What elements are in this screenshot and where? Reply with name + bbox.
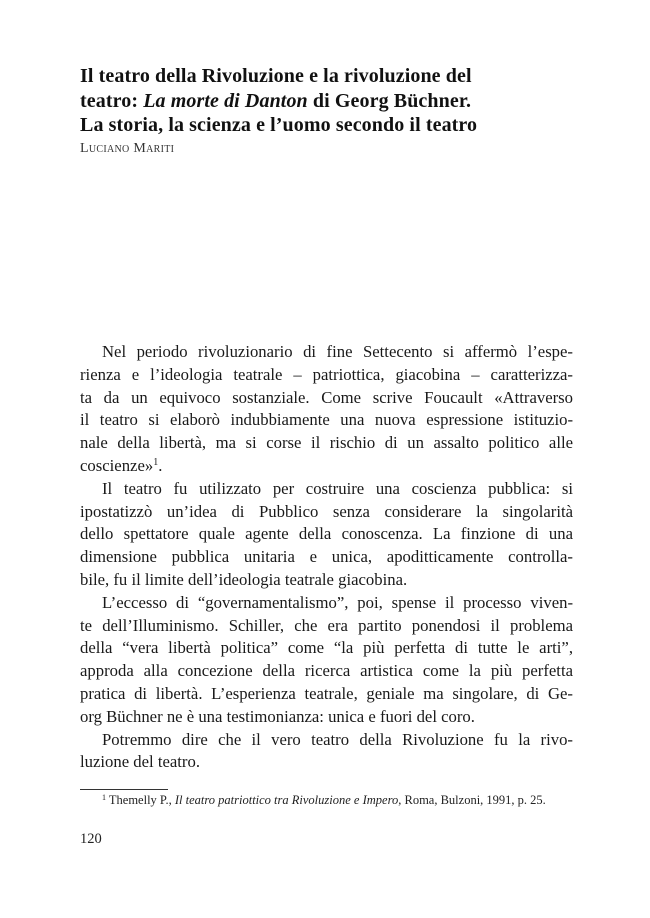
paragraph-3 (80, 592, 573, 729)
text-line: nale della libertà, ma si corse il rischio di un assalto politico alle (80, 433, 573, 453)
text-line: te dell’Illuminismo. Schiller, che era partito ponendosi il problema (80, 615, 573, 635)
text-line: il teatro si elaborò indubbiamente una nuova espressione istituzio- (80, 410, 573, 430)
text-line: coscienze»$^1$. (80, 455, 163, 475)
text-line: Il teatro fu utilizzato per costruire una coscienza pubblica: si (102, 478, 573, 498)
text-line: rienza e l’ideologia teatrale – patriottica, giacobina – caratterizza- (80, 364, 573, 384)
footnote-divider (80, 789, 168, 790)
text-line: pratica di libertà. L’esperienza teatrale, geniale ma singolare, di Ge- (80, 683, 573, 703)
text-line: org Büchner ne è una testimonianza: unica e fuori del coro. (80, 706, 475, 726)
footnote-1: $^1$ Themelly P., Il teatro patriottico tra Rivoluzione e Impero, Roma, Bulzoni, 1991, p. 25. (102, 793, 546, 807)
text-line: bile, fu il limite dell’ideologia teatrale giacobina. (80, 569, 408, 589)
footnote-marker: 1 (102, 793, 106, 802)
title-line-2: teatro: La morte di Danton di Georg Büchner. (80, 89, 472, 112)
title-line-3: La storia, la scienza e l’uomo secondo il teatro (80, 114, 478, 136)
paragraph-2 (80, 478, 573, 592)
text-line: ipostatizzò un’idea di Pubblico senza considerare la singolarità (80, 501, 573, 521)
footnote-ref-1[interactable]: 1 (153, 456, 159, 468)
text-line: ta da un equivoco sostanziale. Come scrive Foucault «Attraverso (80, 387, 573, 407)
text-line: approda alla concezione della ricerca artistica come la più perfetta (80, 661, 573, 681)
paragraph-1 (80, 341, 573, 478)
text-line: dello spettatore quale agente della conoscenza. La finzione di una (80, 524, 573, 544)
article-title (80, 64, 580, 138)
title-line-1: Il teatro della Rivoluzione e la rivoluzione del (80, 65, 472, 87)
play-title: La morte di Danton (143, 89, 308, 112)
text-line: Nel periodo rivoluzionario di fine Settecento si affermò l’espe- (102, 342, 573, 361)
text-line: dimensione pubblica unitaria e unica, apoditticamente controlla- (80, 547, 573, 567)
text-line: della “vera libertà politica” come “la più perfetta di tutte le arti”, (80, 638, 573, 658)
text-line: luzione del teatro. (80, 752, 201, 772)
body-text (80, 341, 573, 774)
text-line: Potremmo dire che il vero teatro della Rivoluzione fu la rivo- (102, 729, 573, 749)
page-number: 120 (80, 831, 102, 847)
author-name: Luciano Mariti (80, 141, 175, 156)
paragraph-4 (80, 729, 573, 775)
footnote-book-title: Il teatro patriottico tra Rivoluzione e Impero (174, 793, 399, 807)
text-line: L’eccesso di “governamentalismo”, poi, spense il processo viven- (102, 592, 573, 612)
